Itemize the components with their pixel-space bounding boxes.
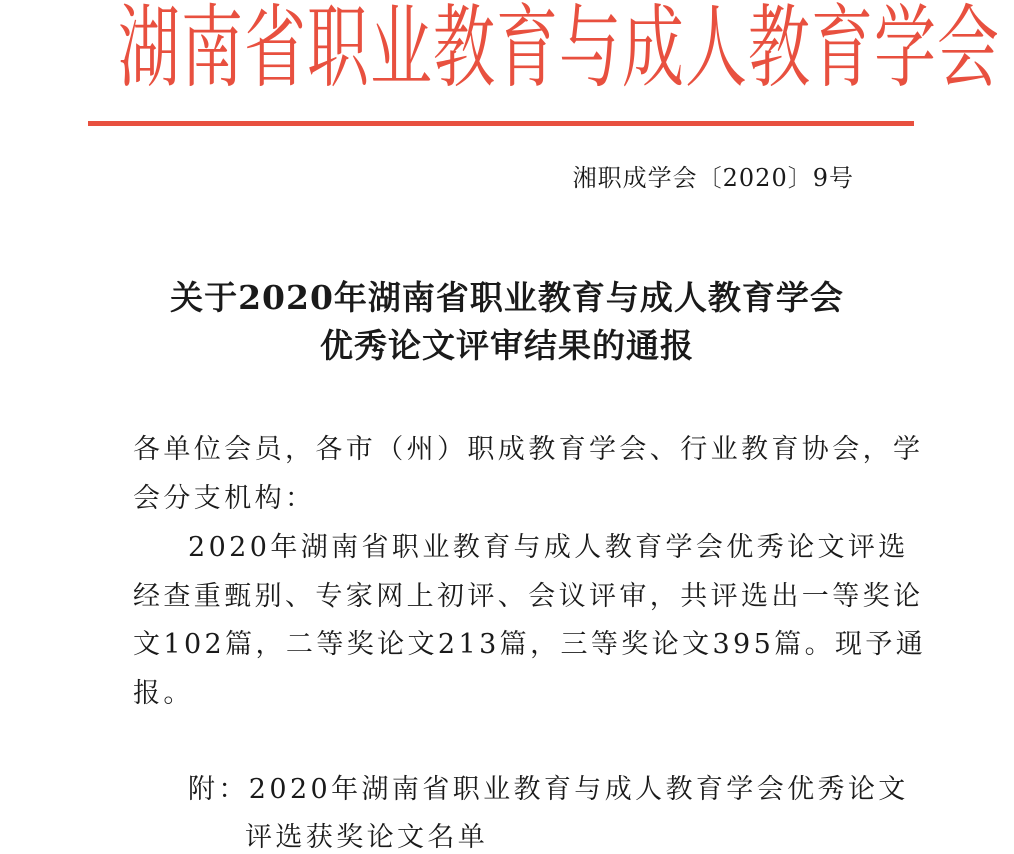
org-letterhead: 湖南省职业教育与成人教育学会 — [118, 0, 1001, 101]
salutation-line: 会分支机构： — [133, 483, 316, 514]
title-line-2: 优秀论文评审结果的通报 — [320, 326, 694, 365]
paragraph-line: 报。 — [133, 678, 194, 709]
attachment-line: 评选获奖论文名单 — [245, 822, 489, 853]
title-line-1: 关于2020年湖南省职业教育与成人教育学会 — [170, 278, 844, 317]
document-number: 湘职成学会〔2020〕9号 — [572, 164, 854, 192]
attachment-line: 附：2020年湖南省职业教育与成人教育学会优秀论文 — [188, 774, 909, 805]
salutation-line: 各单位会员，各市（州）职成教育学会、行业教育协会，学 — [133, 434, 924, 465]
letterhead-divider — [88, 121, 914, 126]
paragraph-line: 2020年湖南省职业教育与成人教育学会优秀论文评选 — [188, 532, 909, 563]
paragraph-line: 文102篇，二等奖论文213篇，三等奖论文395篇。现予通 — [133, 629, 927, 660]
paragraph-line: 经查重甄别、专家网上初评、会议评审，共评选出一等奖论 — [133, 581, 924, 612]
